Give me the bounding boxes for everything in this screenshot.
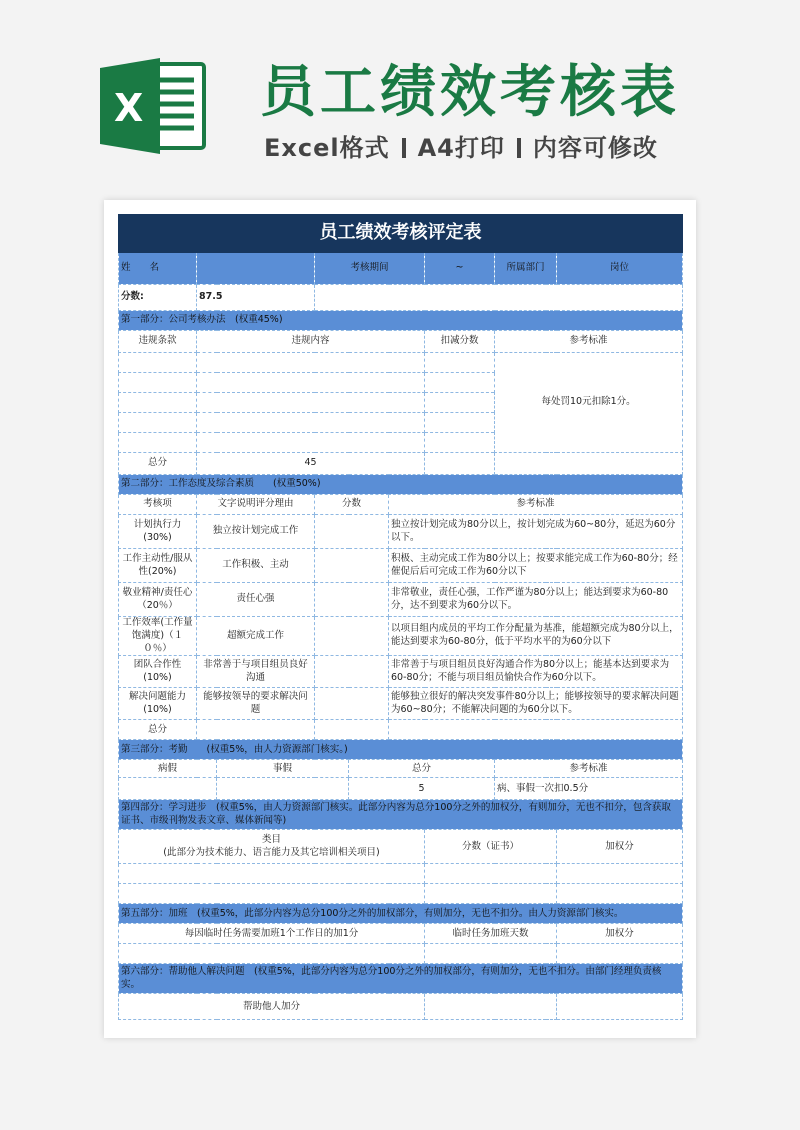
violation-cell[interactable]: [197, 393, 425, 413]
part2-total-label: 总分: [119, 720, 197, 740]
banner: [0, 0, 800, 190]
part2-header: 文字说明评分理由: [197, 495, 315, 515]
criterion-item: 工作主动性/服从性(20%): [119, 549, 197, 583]
part1-header: 参考标准: [495, 331, 683, 353]
period-label: 考核期间: [315, 253, 425, 285]
study-weight-cell[interactable]: [557, 884, 683, 904]
part3-header: 总分: [349, 760, 495, 778]
criterion-standard: 非常善于与项目组员良好沟通合作为80分以上；能基本达到要求为60-80分；不能与项目组员愉快合作为60分以下。: [389, 656, 683, 688]
deduction-cell[interactable]: [425, 393, 495, 413]
separator-bar: [402, 138, 406, 158]
part3-header: 事假: [217, 760, 349, 778]
part3-standard: 病、事假一次扣0.5分: [495, 778, 683, 800]
name-cell[interactable]: [197, 253, 315, 285]
part5-title: 第五部分：加班 (权重5%，此部分内容为总分100分之外的加权部分，有则加分，无也不扣分。由人力资源部门核实。: [119, 904, 683, 924]
excel-logo-letter: X: [114, 86, 144, 130]
part1-total-blank[interactable]: [495, 453, 683, 475]
criterion-standard: 以项目组内成员的平均工作分配量为基准，能超额完成为80分以上，能达到要求为60-80分，低于平均水平的为60分以下: [389, 617, 683, 656]
post-label: 岗位: [557, 253, 683, 285]
criterion-reason[interactable]: 能够按领导的要求解决问题: [197, 688, 315, 720]
part1-header: 违规内容: [197, 331, 425, 353]
part2-title: 第二部分：工作态度及综合素质 (权重50%): [119, 475, 683, 495]
part3-header: 病假: [119, 760, 217, 778]
sheet-title: 员工绩效考核评定表: [119, 215, 683, 253]
overtime-cell[interactable]: [119, 944, 425, 964]
dept-label: 所属部门: [495, 253, 557, 285]
part1-standard: 每处罚10元扣除1分。: [495, 353, 683, 453]
violation-cell[interactable]: [119, 393, 197, 413]
criterion-score[interactable]: [315, 688, 389, 720]
study-weight-cell[interactable]: [557, 864, 683, 884]
violation-cell[interactable]: [197, 433, 425, 453]
deduction-cell[interactable]: [425, 433, 495, 453]
violation-cell[interactable]: [119, 433, 197, 453]
part5-desc: 每因临时任务需要加班1个工作日的加1分: [119, 924, 425, 944]
criterion-item: 团队合作性(10%): [119, 656, 197, 688]
violation-cell[interactable]: [197, 413, 425, 433]
part1-total-label: 总分: [119, 453, 197, 475]
criterion-score[interactable]: [315, 583, 389, 617]
part4-category-label: 类目: [261, 834, 281, 846]
part4-score-label: 分数（证书）: [425, 830, 557, 864]
criterion-item: 工作效率(工作量饱满度)（１０％）: [119, 617, 197, 656]
study-item-cell[interactable]: [119, 864, 425, 884]
criterion-item: 计划执行力(30%): [119, 515, 197, 549]
subtitle-print: A4打印: [417, 134, 505, 162]
part5-days-label: 临时任务加班天数: [425, 924, 557, 944]
part6-title: 第六部分：帮助他人解决问题 (权重5%，此部分内容为总分100分之外的加权部分，有则加分，无也不扣分。由部门经理负责核实。: [119, 964, 683, 994]
part4-weighted-label: 加权分: [557, 830, 683, 864]
part1-total-blank[interactable]: [425, 453, 495, 475]
part1-header: 扣减分数: [425, 331, 495, 353]
part3-header: 参考标准: [495, 760, 683, 778]
criterion-item: 解决问题能力(10%): [119, 688, 197, 720]
page-subtitle: [264, 128, 658, 163]
criterion-item: 敬业精神/责任心（20％）: [119, 583, 197, 617]
part3-total-value[interactable]: 5: [349, 778, 495, 800]
violation-cell[interactable]: [119, 373, 197, 393]
subtitle-editable: 内容可修改: [532, 134, 658, 162]
deduction-cell[interactable]: [425, 413, 495, 433]
evaluation-table: [118, 214, 683, 1020]
deduction-cell[interactable]: [425, 353, 495, 373]
name-label: 姓 名: [119, 253, 197, 285]
violation-cell[interactable]: [197, 373, 425, 393]
part4-category: [119, 830, 425, 864]
deduction-cell[interactable]: [425, 373, 495, 393]
study-score-cell[interactable]: [425, 864, 557, 884]
part2-total-score[interactable]: [315, 720, 389, 740]
help-weight-cell[interactable]: [557, 994, 683, 1020]
criterion-score[interactable]: [315, 515, 389, 549]
overtime-days-cell[interactable]: [425, 944, 557, 964]
criterion-score[interactable]: [315, 617, 389, 656]
criterion-reason[interactable]: 责任心强: [197, 583, 315, 617]
criterion-standard: 独立按计划完成为80分以上，按计划完成为60~80分，延迟为60分以下。: [389, 515, 683, 549]
period-tilde: ~: [425, 253, 495, 285]
part4-category-note: (此部分为技术能力、语言能力及其它培训相关项目): [163, 846, 380, 858]
score-value[interactable]: 87.5: [197, 285, 315, 311]
study-item-cell[interactable]: [119, 884, 425, 904]
violation-cell[interactable]: [119, 353, 197, 373]
study-score-cell[interactable]: [425, 884, 557, 904]
criterion-standard: 积极、主动完成工作为80分以上；按要求能完成工作为60-80分；经催促后后可完成工作为60分以下: [389, 549, 683, 583]
excel-logo-icon: [100, 58, 206, 154]
part5-weighted-label: 加权分: [557, 924, 683, 944]
spreadsheet-page: [104, 200, 696, 1038]
violation-cell[interactable]: [119, 413, 197, 433]
violation-cell[interactable]: [197, 353, 425, 373]
criterion-score[interactable]: [315, 656, 389, 688]
score-label: 分数:: [119, 285, 197, 311]
page-title: 员工绩效考核表: [260, 60, 680, 125]
part1-header: 违规条款: [119, 331, 197, 353]
score-blank[interactable]: [315, 285, 683, 311]
help-score-cell[interactable]: [425, 994, 557, 1020]
part2-header: 考核项: [119, 495, 197, 515]
part2-total-blank[interactable]: [197, 720, 315, 740]
part1-title: 第一部分：公司考核办法 (权重45%): [119, 311, 683, 331]
criterion-reason[interactable]: 超额完成工作: [197, 617, 315, 656]
part3-title: 第三部分：考勤 (权重5%，由人力资源部门核实。): [119, 740, 683, 760]
criterion-standard: 非常敬业，责任心强，工作严谨为80分以上；能达到要求为60-80分，达不到要求为60分以下。: [389, 583, 683, 617]
personal-leave-cell[interactable]: [217, 778, 349, 800]
subtitle-format: Excel格式: [264, 134, 390, 162]
criterion-reason[interactable]: 独立按计划完成工作: [197, 515, 315, 549]
separator-bar: [517, 138, 521, 158]
part4-title: 第四部分：学习进步 (权重5%，由人力资源部门核实。此部分内容为总分100分之外的加权分，有则加分，无也不扣分，包含获取证书、市级刊物发表文章、媒体新闻等): [119, 800, 683, 830]
part6-help-label: 帮助他人加分: [119, 994, 425, 1020]
part2-header: 参考标准: [389, 495, 683, 515]
sick-leave-cell[interactable]: [119, 778, 217, 800]
part1-total-value[interactable]: 45: [197, 453, 425, 475]
criterion-reason[interactable]: 工作积极、主动: [197, 549, 315, 583]
criterion-score[interactable]: [315, 549, 389, 583]
part2-header: 分数: [315, 495, 389, 515]
overtime-weight-cell[interactable]: [557, 944, 683, 964]
criterion-reason[interactable]: 非常善于与项目组员良好沟通: [197, 656, 315, 688]
criterion-standard: 能够独立很好的解决突发事件80分以上；能够按领导的要求解决问题为60~80分；不能解决问题的为60分以下。: [389, 688, 683, 720]
part2-total-blank[interactable]: [389, 720, 683, 740]
